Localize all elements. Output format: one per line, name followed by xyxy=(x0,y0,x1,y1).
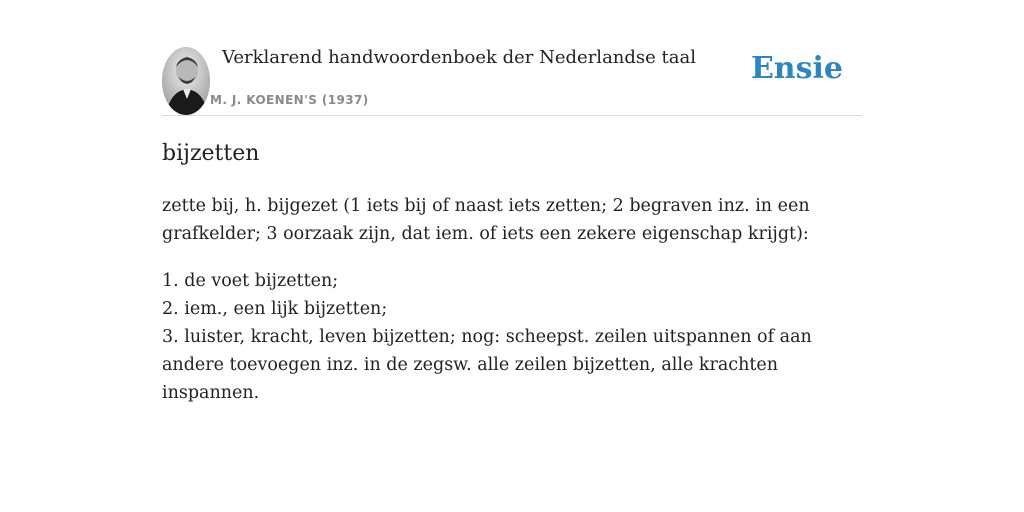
dictionary-author: M. J. KOENEN'S (1937) xyxy=(210,93,369,107)
entry-meanings xyxy=(162,267,862,407)
author-portrait-icon xyxy=(162,47,210,115)
ensie-logo[interactable]: Ensie xyxy=(750,51,843,86)
entry-grammar: zette bij, h. bijgezet (1 iets bij of naast iets zetten; 2 begraven inz. in een grafkelder; 3 oorzaak zijn, dat iem. of iets een zekere eigenschap krijgt): xyxy=(162,196,810,244)
entry-headword: bijzetten xyxy=(162,141,260,166)
meaning-item-1: 1. de voet bijzetten; xyxy=(162,271,339,291)
author-portrait xyxy=(162,47,210,115)
entry-content xyxy=(162,192,862,407)
meaning-item-2: 2. iem., een lijk bijzetten; xyxy=(162,299,388,319)
dictionary-title: Verklarend handwoordenboek der Nederlandse taal xyxy=(222,47,696,68)
meaning-item-3: 3. luister, kracht, leven bijzetten; nog: scheepst. zeilen uitspannen of aan andere toevoegen inz. in de zegsw. alle zeilen bijzetten, alle krachten inspannen. xyxy=(162,327,812,403)
dictionary-header xyxy=(162,46,862,116)
